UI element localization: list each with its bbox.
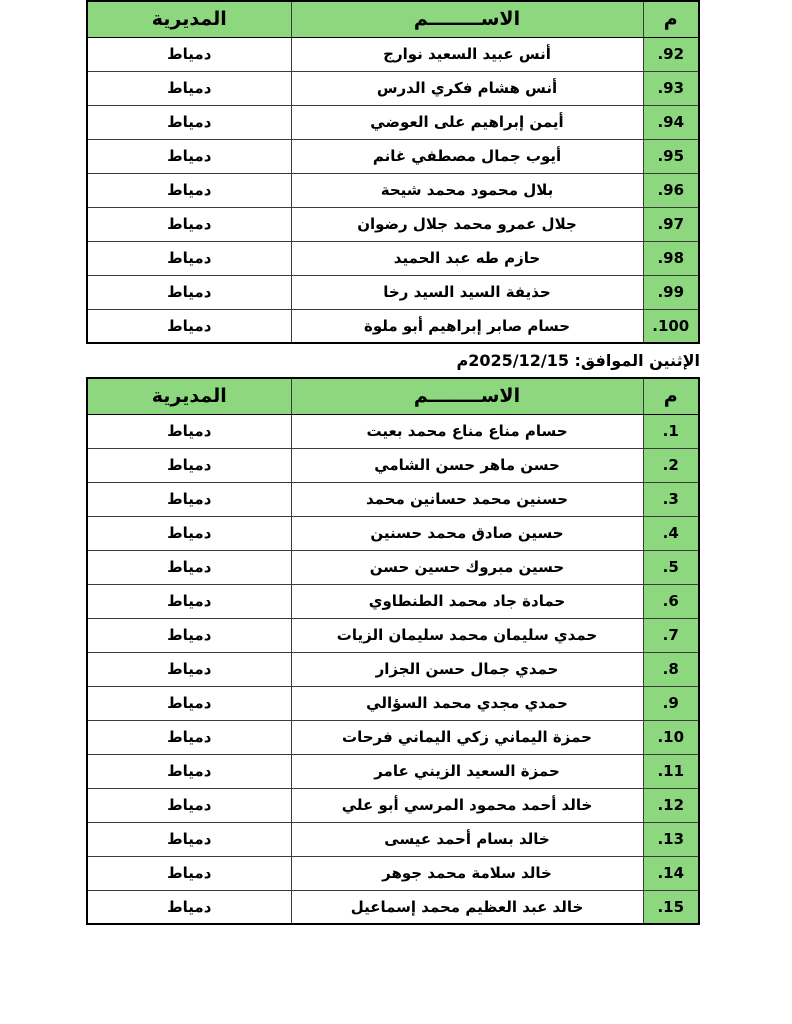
table-row	[87, 139, 699, 173]
table-row	[87, 890, 699, 924]
roster-table-1	[86, 0, 700, 344]
table-row	[87, 754, 699, 788]
table-row	[87, 686, 699, 720]
table-row	[87, 414, 699, 448]
table-row	[87, 788, 699, 822]
row-number-cell: 13.	[643, 822, 699, 856]
table-row	[87, 652, 699, 686]
row-number-cell: 9.	[643, 686, 699, 720]
row-number-cell: 99.	[643, 275, 699, 309]
row-number-cell: 12.	[643, 788, 699, 822]
row-number-cell: 98.	[643, 241, 699, 275]
row-number-cell: 97.	[643, 207, 699, 241]
table-row	[87, 584, 699, 618]
name-cell: أيمن إبراهيم على العوضي	[291, 105, 643, 139]
name-cell: حسن ماهر حسن الشامي	[291, 448, 643, 482]
row-number-cell: 100.	[643, 309, 699, 343]
table-row	[87, 516, 699, 550]
name-cell: حسام صابر إبراهيم أبو ملوة	[291, 309, 643, 343]
table-row	[87, 720, 699, 754]
directorate-cell: دمياط	[87, 139, 291, 173]
directorate-header: المديرية	[87, 1, 291, 37]
row-number-cell: 94.	[643, 105, 699, 139]
directorate-cell: دمياط	[87, 822, 291, 856]
directorate-cell: دمياط	[87, 448, 291, 482]
name-cell: حسام مناع مناع محمد بعيت	[291, 414, 643, 448]
table-row	[87, 822, 699, 856]
table-row	[87, 173, 699, 207]
directorate-cell: دمياط	[87, 618, 291, 652]
table-row	[87, 550, 699, 584]
roster-table-2	[86, 377, 700, 925]
name-cell: حمادة جاد محمد الطنطاوي	[291, 584, 643, 618]
directorate-cell: دمياط	[87, 207, 291, 241]
row-number-cell: 10.	[643, 720, 699, 754]
name-cell: خالد سلامة محمد جوهر	[291, 856, 643, 890]
row-number-cell: 95.	[643, 139, 699, 173]
num-header: م	[643, 1, 699, 37]
name-cell: أنس هشام فكري الدرس	[291, 71, 643, 105]
table-row	[87, 37, 699, 71]
directorate-cell: دمياط	[87, 550, 291, 584]
directorate-header: المديرية	[87, 378, 291, 414]
name-cell: حمدي سليمان محمد سليمان الزيات	[291, 618, 643, 652]
row-number-cell: 8.	[643, 652, 699, 686]
row-number-cell: 15.	[643, 890, 699, 924]
name-cell: حمدي مجدي محمد السؤالي	[291, 686, 643, 720]
row-number-cell: 1.	[643, 414, 699, 448]
row-number-cell: 2.	[643, 448, 699, 482]
table-row	[87, 448, 699, 482]
name-header: الاســــــــم	[291, 1, 643, 37]
directorate-cell: دمياط	[87, 414, 291, 448]
directorate-cell: دمياط	[87, 309, 291, 343]
name-cell: حذيفة السيد السيد رخا	[291, 275, 643, 309]
name-cell: بلال محمود محمد شيحة	[291, 173, 643, 207]
table-row	[87, 71, 699, 105]
row-number-cell: 4.	[643, 516, 699, 550]
table-row	[87, 856, 699, 890]
table-row	[87, 309, 699, 343]
directorate-cell: دمياط	[87, 856, 291, 890]
name-cell: خالد أحمد محمود المرسي أبو علي	[291, 788, 643, 822]
directorate-cell: دمياط	[87, 37, 291, 71]
directorate-cell: دمياط	[87, 754, 291, 788]
directorate-cell: دمياط	[87, 173, 291, 207]
directorate-cell: دمياط	[87, 241, 291, 275]
table-row	[87, 482, 699, 516]
name-cell: حسين صادق محمد حسنين	[291, 516, 643, 550]
directorate-cell: دمياط	[87, 890, 291, 924]
row-number-cell: 11.	[643, 754, 699, 788]
name-cell: حسين مبروك حسين حسن	[291, 550, 643, 584]
directorate-cell: دمياط	[87, 788, 291, 822]
name-cell: خالد عبد العظيم محمد إسماعيل	[291, 890, 643, 924]
row-number-cell: 96.	[643, 173, 699, 207]
name-header: الاســــــــم	[291, 378, 643, 414]
header-row	[87, 378, 699, 414]
directorate-cell: دمياط	[87, 720, 291, 754]
row-number-cell: 14.	[643, 856, 699, 890]
table-row	[87, 241, 699, 275]
row-number-cell: 3.	[643, 482, 699, 516]
table-row	[87, 618, 699, 652]
name-cell: خالد بسام أحمد عيسى	[291, 822, 643, 856]
row-number-cell: 92.	[643, 37, 699, 71]
header-row	[87, 1, 699, 37]
row-number-cell: 6.	[643, 584, 699, 618]
name-cell: حمدي جمال حسن الجزار	[291, 652, 643, 686]
name-cell: حازم طه عبد الحميد	[291, 241, 643, 275]
name-cell: حمزة اليماني زكي اليماني فرحات	[291, 720, 643, 754]
name-cell: جلال عمرو محمد جلال رضوان	[291, 207, 643, 241]
directorate-cell: دمياط	[87, 652, 291, 686]
num-header: م	[643, 378, 699, 414]
row-number-cell: 5.	[643, 550, 699, 584]
name-cell: أنس عبيد السعيد نوارج	[291, 37, 643, 71]
table-row	[87, 275, 699, 309]
name-cell: حسنين محمد حسانين محمد	[291, 482, 643, 516]
directorate-cell: دمياط	[87, 275, 291, 309]
table-row	[87, 207, 699, 241]
directorate-cell: دمياط	[87, 686, 291, 720]
name-cell: حمزة السعيد الزيني عامر	[291, 754, 643, 788]
date-line: الإثنين الموافق: 2025/12/15م	[456, 351, 700, 370]
table-row	[87, 105, 699, 139]
row-number-cell: 7.	[643, 618, 699, 652]
directorate-cell: دمياط	[87, 105, 291, 139]
directorate-cell: دمياط	[87, 71, 291, 105]
directorate-cell: دمياط	[87, 584, 291, 618]
directorate-cell: دمياط	[87, 516, 291, 550]
directorate-cell: دمياط	[87, 482, 291, 516]
row-number-cell: 93.	[643, 71, 699, 105]
name-cell: أيوب جمال مصطفي غانم	[291, 139, 643, 173]
